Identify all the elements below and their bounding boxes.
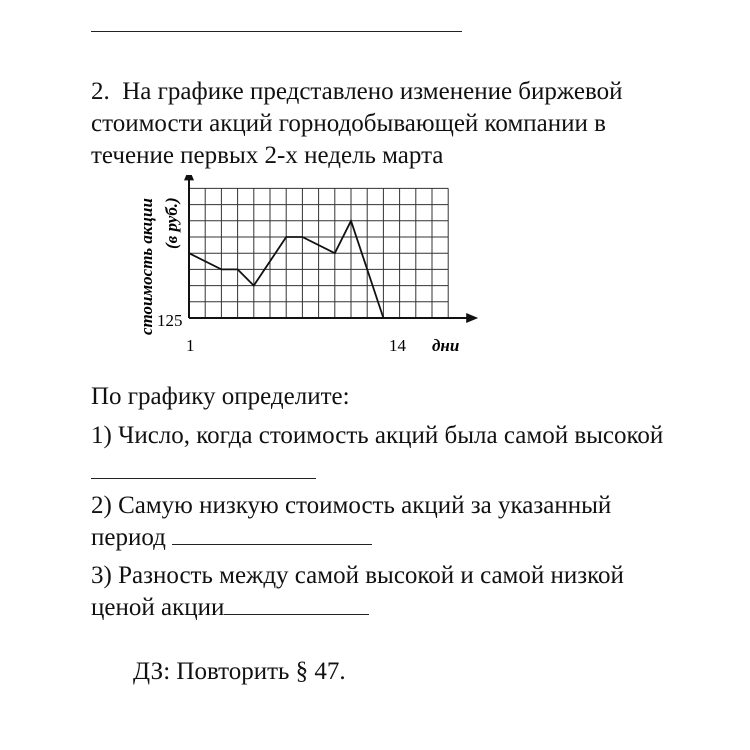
x-axis-label: дни: [432, 336, 460, 355]
task-2-line-2: период: [91, 524, 166, 551]
chart-grid: [189, 188, 448, 318]
chart-axes: [184, 175, 478, 323]
question-number: 2.: [91, 78, 110, 105]
task-2-text: [91, 490, 611, 554]
task-1-text: 1) Число, когда стоимость акций была самой высокой: [91, 422, 664, 449]
question-line-2: стоимости акций горнодобывающей компании в: [91, 110, 606, 137]
question-line-1: На графике представлено изменение биржевой: [122, 78, 623, 105]
question-line-3: течение первых 2-х недель марта: [91, 142, 444, 169]
task-3-line-1: 3) Разность между самой высокой и самой низкой: [91, 562, 624, 589]
task-3-text: [91, 560, 624, 624]
task-2-answer-line[interactable]: [172, 543, 372, 545]
y-axis-label-line-1: стоимость акции: [137, 198, 156, 335]
task-1-answer-line[interactable]: [91, 478, 316, 479]
answer-line-previous: [91, 31, 462, 32]
question-text: [91, 76, 622, 172]
y-axis-label-line-2: (в руб.): [162, 197, 181, 249]
homework-text: ДЗ: Повторить § 47.: [133, 658, 346, 685]
task-2-line-1: 2) Самую низкую стоимость акций за указанный: [91, 492, 612, 519]
y-axis-arrow: [184, 175, 194, 180]
stock-price-chart: [130, 175, 480, 360]
x-tick-label-1: 1: [186, 336, 195, 355]
task-3-line-2: ценой акции: [91, 594, 225, 621]
x-tick-label-14: 14: [389, 336, 406, 355]
x-axis-arrow: [466, 313, 478, 323]
tasks-prompt: По графику определите:: [91, 383, 350, 410]
y-tick-label-125: 125: [157, 311, 183, 330]
task-3-answer-line[interactable]: [224, 613, 369, 615]
